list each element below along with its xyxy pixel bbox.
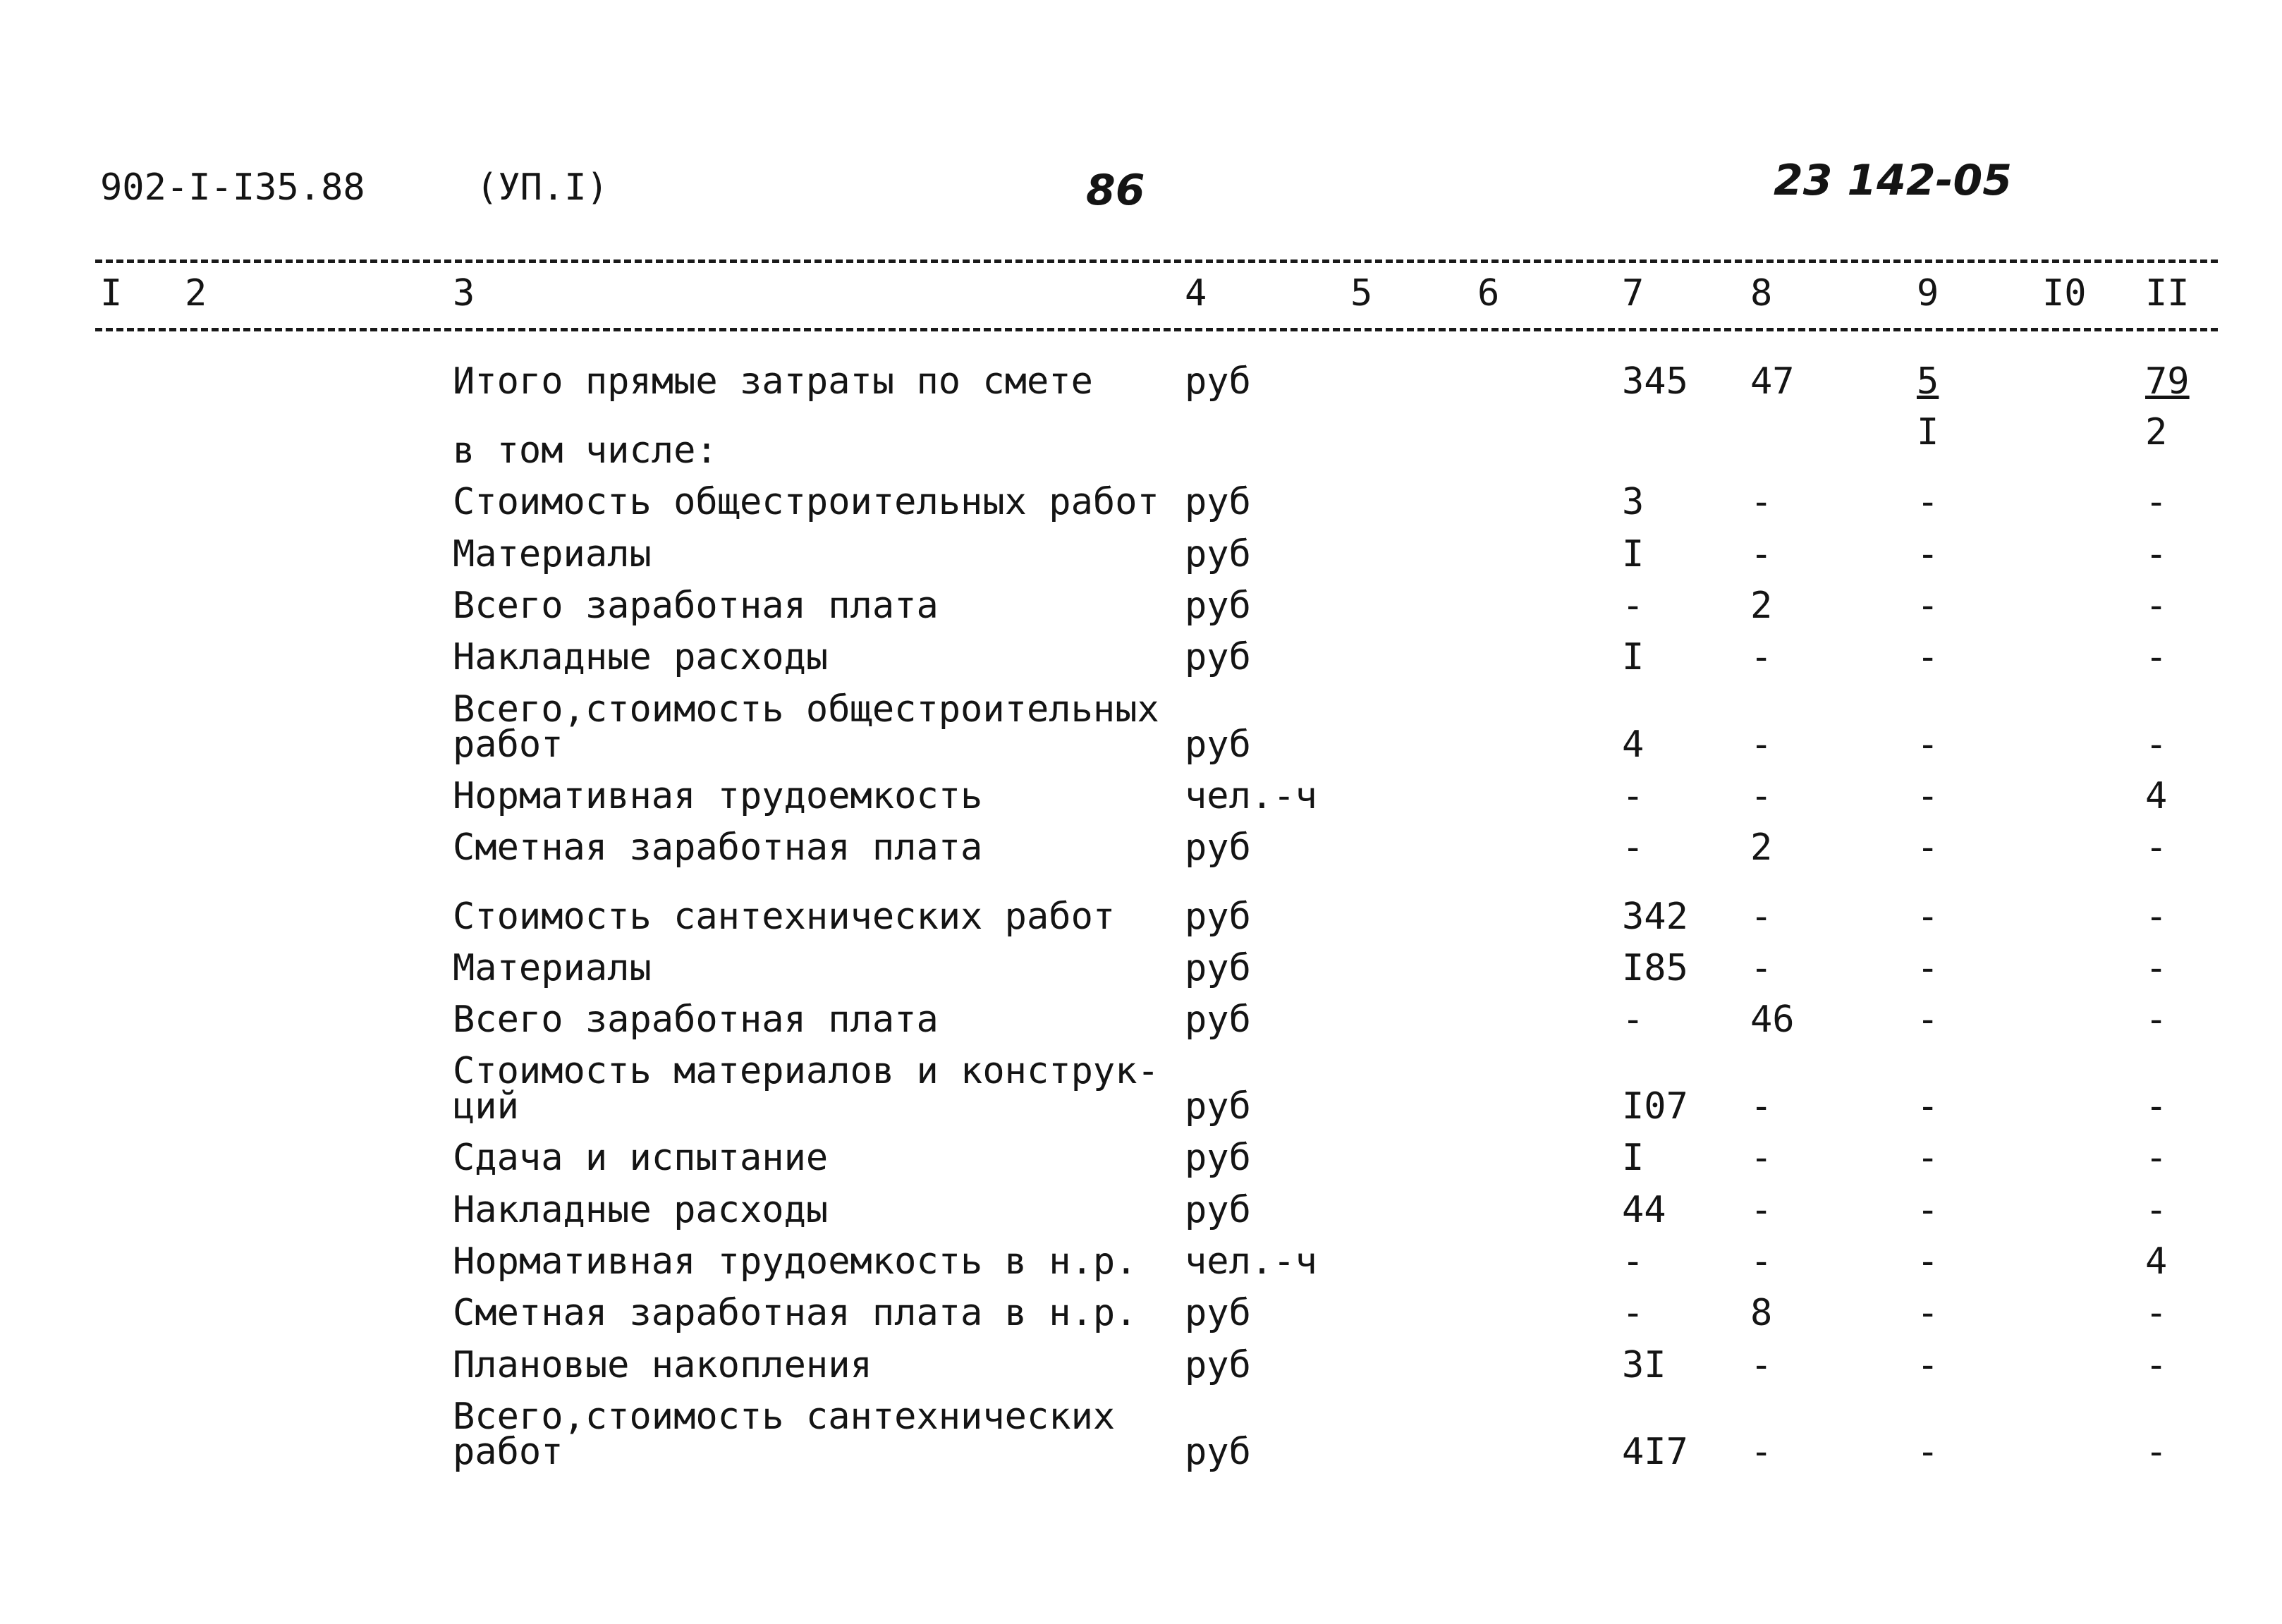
row-unit: руб <box>1185 999 1251 1041</box>
cell-col11: - <box>2145 826 2168 869</box>
row-name: Сметная заработная плата <box>453 826 983 869</box>
column-header: I0 <box>2042 272 2087 315</box>
row-name: в том числе: <box>453 429 718 472</box>
cell-col7: I <box>1622 533 1645 575</box>
row-unit: чел.-ч <box>1185 1240 1317 1283</box>
cell-col11: - <box>2145 947 2168 989</box>
row-name-line2: работ <box>453 724 563 766</box>
cell-col7: - <box>1622 999 1645 1041</box>
cell-col8: - <box>1750 775 1773 817</box>
row-name: Итого прямые затраты по смете <box>453 360 1093 403</box>
header-rule-top <box>95 260 2218 263</box>
row-unit: чел.-ч <box>1185 775 1317 817</box>
cell-col9: - <box>1917 1240 1939 1283</box>
row-unit: руб <box>1185 481 1251 523</box>
row-name: Нормативная трудоемкость <box>453 775 983 817</box>
cell-col7: - <box>1622 1292 1645 1334</box>
cell-col8: 8 <box>1750 1292 1773 1334</box>
cell-col11-denominator: 2 <box>2145 411 2168 453</box>
cell-col11: 4 <box>2145 775 2168 817</box>
cell-col9: - <box>1917 636 1939 678</box>
cell-col11: - <box>2145 533 2168 575</box>
row-name-line2: работ <box>453 1431 563 1473</box>
header-rule-bottom <box>95 328 2218 331</box>
cell-col7: 4 <box>1622 724 1645 766</box>
cell-col8: - <box>1750 1431 1773 1473</box>
cell-col7: - <box>1622 826 1645 869</box>
row-unit: руб <box>1185 533 1251 575</box>
column-header: 6 <box>1477 272 1500 315</box>
cell-col7: 44 <box>1622 1189 1666 1231</box>
row-name: Сметная заработная плата в н.р. <box>453 1292 1137 1334</box>
cell-col9-numerator: 5 <box>1917 360 1939 403</box>
cell-col7: 3I <box>1622 1344 1666 1386</box>
cell-col8: - <box>1750 1189 1773 1231</box>
cell-col8: - <box>1750 1240 1773 1283</box>
cell-col11: - <box>2145 1137 2168 1179</box>
row-unit: руб <box>1185 724 1251 766</box>
row-name: Плановые накопления <box>453 1344 872 1386</box>
row-name: Стоимость сантехнических работ <box>453 896 1116 938</box>
row-unit: руб <box>1185 896 1251 938</box>
row-name: Накладные расходы <box>453 636 829 678</box>
row-unit: руб <box>1185 1085 1251 1128</box>
cell-col11: - <box>2145 1344 2168 1386</box>
row-name: Нормативная трудоемкость в н.р. <box>453 1240 1137 1283</box>
cell-col9: - <box>1917 1431 1939 1473</box>
column-header: II <box>2145 272 2190 315</box>
cell-col11: - <box>2145 636 2168 678</box>
row-name: Накладные расходы <box>453 1189 829 1231</box>
cell-col9: - <box>1917 896 1939 938</box>
row-unit: руб <box>1185 1189 1251 1231</box>
cell-col11: - <box>2145 1431 2168 1473</box>
cell-col7: - <box>1622 775 1645 817</box>
row-unit: руб <box>1185 947 1251 989</box>
row-unit: руб <box>1185 1137 1251 1179</box>
row-name-line2: ций <box>453 1085 519 1128</box>
row-unit: руб <box>1185 1292 1251 1334</box>
row-unit: руб <box>1185 636 1251 678</box>
cell-col8: - <box>1750 481 1773 523</box>
cell-col9: - <box>1917 1292 1939 1334</box>
cell-col11: - <box>2145 1189 2168 1231</box>
row-unit: руб <box>1185 1344 1251 1386</box>
row-name: Материалы <box>453 533 652 575</box>
cell-col9: - <box>1917 724 1939 766</box>
cell-col8: 47 <box>1750 360 1795 403</box>
column-header: 9 <box>1917 272 1939 315</box>
cell-col7: I <box>1622 1137 1645 1179</box>
cell-col11: - <box>2145 585 2168 627</box>
cell-col8: - <box>1750 1344 1773 1386</box>
cell-col8: - <box>1750 896 1773 938</box>
column-header: 7 <box>1622 272 1645 315</box>
cell-col9: - <box>1917 999 1939 1041</box>
cell-col9: - <box>1917 775 1939 817</box>
cell-col11-numerator: 79 <box>2145 360 2190 403</box>
column-header: 5 <box>1350 272 1373 315</box>
cell-col8: - <box>1750 533 1773 575</box>
cell-col11: - <box>2145 1085 2168 1128</box>
cell-col9: - <box>1917 826 1939 869</box>
cell-col11: - <box>2145 896 2168 938</box>
cell-col9: - <box>1917 585 1939 627</box>
cell-col8: - <box>1750 947 1773 989</box>
doc-code: 902-I-I35.88 <box>100 166 365 209</box>
cell-col7: - <box>1622 1240 1645 1283</box>
cell-col8: - <box>1750 1137 1773 1179</box>
row-name: Материалы <box>453 947 652 989</box>
cell-col7: 4I7 <box>1622 1431 1688 1473</box>
cell-col9: - <box>1917 481 1939 523</box>
cell-col8: - <box>1750 1085 1773 1128</box>
cell-col7: 342 <box>1622 896 1688 938</box>
cell-col7: 3 <box>1622 481 1645 523</box>
row-unit: руб <box>1185 1431 1251 1473</box>
cell-col11: - <box>2145 1292 2168 1334</box>
cell-col9: - <box>1917 1085 1939 1128</box>
cell-col8: - <box>1750 724 1773 766</box>
section-label: (УП.I) <box>476 166 609 209</box>
column-header: 4 <box>1185 272 1207 315</box>
cell-col8: 46 <box>1750 999 1795 1041</box>
archive-number: 23 142-05 <box>1774 156 2013 205</box>
column-header: 3 <box>453 272 475 315</box>
cell-col11: - <box>2145 481 2168 523</box>
cell-col8: - <box>1750 636 1773 678</box>
cell-col9-denominator: I <box>1917 411 1939 453</box>
cell-col11: - <box>2145 999 2168 1041</box>
cell-col7: I85 <box>1622 947 1688 989</box>
cell-col7: 345 <box>1622 360 1688 403</box>
page-number: 86 <box>1086 166 1145 215</box>
cell-col7: - <box>1622 585 1645 627</box>
cell-col11: - <box>2145 724 2168 766</box>
cell-col7: I <box>1622 636 1645 678</box>
cell-col8: 2 <box>1750 826 1773 869</box>
column-header: 2 <box>185 272 207 315</box>
cell-col9: - <box>1917 1189 1939 1231</box>
row-name: Сдача и испытание <box>453 1137 829 1179</box>
row-unit: руб <box>1185 585 1251 627</box>
row-name: Стоимость общестроительных работ <box>453 481 1159 523</box>
row-unit: руб <box>1185 826 1251 869</box>
row-unit: руб <box>1185 360 1251 403</box>
row-name: Всего заработная плата <box>453 999 939 1041</box>
cell-col8: 2 <box>1750 585 1773 627</box>
cell-col11: 4 <box>2145 1240 2168 1283</box>
row-name: Всего заработная плата <box>453 585 939 627</box>
row-name-line1: Всего,стоимость общестроительных <box>453 688 1159 731</box>
cell-col7: I07 <box>1622 1085 1688 1128</box>
cell-col9: - <box>1917 1344 1939 1386</box>
cell-col9: - <box>1917 1137 1939 1179</box>
column-header: 8 <box>1750 272 1773 315</box>
cell-col9: - <box>1917 533 1939 575</box>
row-name-line1: Стоимость материалов и конструк- <box>453 1050 1159 1092</box>
column-header: I <box>100 272 123 315</box>
cell-col9: - <box>1917 947 1939 989</box>
row-name-line1: Всего,стоимость сантехнических <box>453 1396 1116 1438</box>
